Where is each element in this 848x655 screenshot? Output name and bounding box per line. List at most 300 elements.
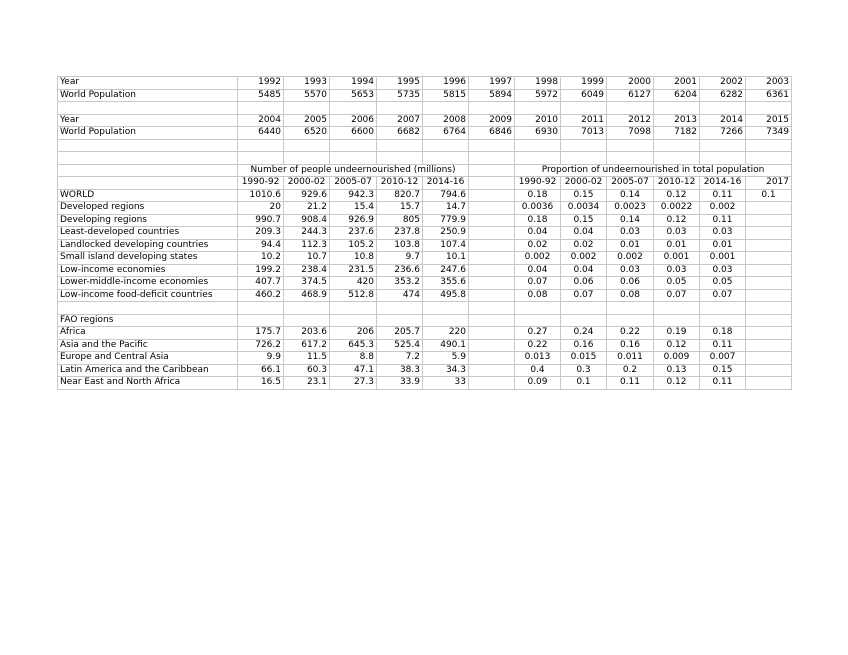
- region-label[interactable]: Low-income food-deficit countries: [58, 289, 238, 302]
- proportion-value-cell[interactable]: 0.009: [654, 352, 700, 365]
- empty-cell[interactable]: [700, 314, 746, 327]
- period-header[interactable]: 1990-92: [515, 177, 561, 190]
- empty-cell[interactable]: [469, 177, 515, 190]
- region-label[interactable]: Lower-middle-income economies: [58, 277, 238, 290]
- year-cell[interactable]: 2013: [654, 114, 700, 127]
- number-value-cell[interactable]: 175.7: [238, 327, 284, 340]
- proportion-value-cell[interactable]: 0.16: [561, 339, 607, 352]
- number-value-cell[interactable]: 16.5: [238, 377, 284, 390]
- number-value-cell[interactable]: 34.3: [423, 364, 469, 377]
- proportion-value-cell[interactable]: 0.07: [654, 289, 700, 302]
- proportion-value-cell[interactable]: 0.16: [607, 339, 654, 352]
- region-label[interactable]: Developed regions: [58, 202, 238, 215]
- proportion-value-cell[interactable]: 0.09: [515, 377, 561, 390]
- empty-cell[interactable]: [607, 152, 654, 165]
- year-cell[interactable]: 2015: [746, 114, 792, 127]
- number-value-cell[interactable]: 474: [377, 289, 423, 302]
- number-value-cell[interactable]: 107.4: [423, 239, 469, 252]
- year-cell[interactable]: 2002: [700, 77, 746, 90]
- empty-cell[interactable]: [284, 314, 330, 327]
- empty-cell[interactable]: [330, 102, 377, 115]
- empty-cell[interactable]: [746, 314, 792, 327]
- number-value-cell[interactable]: 206: [330, 327, 377, 340]
- empty-cell[interactable]: [469, 252, 515, 265]
- proportion-value-cell[interactable]: 0.14: [607, 189, 654, 202]
- proportion-value-cell[interactable]: 0.001: [700, 252, 746, 265]
- proportion-value-cell[interactable]: 0.04: [561, 227, 607, 240]
- proportion-value-cell[interactable]: 0.07: [700, 289, 746, 302]
- proportion-value-cell[interactable]: 0.03: [654, 264, 700, 277]
- period-header[interactable]: 2000-02: [561, 177, 607, 190]
- period-header[interactable]: 2005-07: [607, 177, 654, 190]
- proportion-value-cell[interactable]: [746, 252, 792, 265]
- year-cell[interactable]: 1997: [469, 77, 515, 90]
- year-cell[interactable]: 1999: [561, 77, 607, 90]
- number-value-cell[interactable]: 1010.6: [238, 189, 284, 202]
- population-cell[interactable]: 5735: [377, 89, 423, 102]
- period-header[interactable]: 2005-07: [330, 177, 377, 190]
- empty-cell[interactable]: [469, 339, 515, 352]
- empty-cell[interactable]: [377, 302, 423, 315]
- number-value-cell[interactable]: 66.1: [238, 364, 284, 377]
- proportion-value-cell[interactable]: 0.04: [561, 264, 607, 277]
- proportion-value-cell[interactable]: [746, 239, 792, 252]
- empty-cell[interactable]: [58, 152, 238, 165]
- proportion-value-cell[interactable]: 0.002: [700, 202, 746, 215]
- number-value-cell[interactable]: 247.6: [423, 264, 469, 277]
- empty-cell[interactable]: [330, 152, 377, 165]
- proportion-value-cell[interactable]: 0.15: [561, 214, 607, 227]
- proportion-value-cell[interactable]: 0.03: [654, 227, 700, 240]
- year-cell[interactable]: 1992: [238, 77, 284, 90]
- population-cell[interactable]: 5570: [284, 89, 330, 102]
- proportion-value-cell[interactable]: 0.12: [654, 339, 700, 352]
- number-value-cell[interactable]: 103.8: [377, 239, 423, 252]
- proportion-value-cell[interactable]: 0.0036: [515, 202, 561, 215]
- proportion-value-cell[interactable]: [746, 214, 792, 227]
- number-value-cell[interactable]: 237.8: [377, 227, 423, 240]
- proportion-value-cell[interactable]: [746, 264, 792, 277]
- empty-cell[interactable]: [561, 314, 607, 327]
- proportion-value-cell[interactable]: [746, 289, 792, 302]
- empty-cell[interactable]: [469, 377, 515, 390]
- empty-cell[interactable]: [700, 152, 746, 165]
- number-value-cell[interactable]: 617.2: [284, 339, 330, 352]
- number-value-cell[interactable]: 407.7: [238, 277, 284, 290]
- region-label[interactable]: Developing regions: [58, 214, 238, 227]
- empty-cell[interactable]: [58, 302, 238, 315]
- proportion-value-cell[interactable]: 0.02: [515, 239, 561, 252]
- empty-cell[interactable]: [58, 102, 238, 115]
- number-value-cell[interactable]: 726.2: [238, 339, 284, 352]
- empty-cell[interactable]: [469, 189, 515, 202]
- empty-cell[interactable]: [515, 314, 561, 327]
- empty-cell[interactable]: [607, 314, 654, 327]
- proportion-value-cell[interactable]: 0.24: [561, 327, 607, 340]
- empty-cell[interactable]: [238, 152, 284, 165]
- proportion-value-cell[interactable]: 0.14: [607, 214, 654, 227]
- empty-cell[interactable]: [284, 302, 330, 315]
- number-value-cell[interactable]: 10.1: [423, 252, 469, 265]
- number-value-cell[interactable]: 353.2: [377, 277, 423, 290]
- population-cell[interactable]: 7013: [561, 127, 607, 140]
- proportion-value-cell[interactable]: 0.01: [700, 239, 746, 252]
- empty-cell[interactable]: [238, 139, 284, 152]
- year-cell[interactable]: 2010: [515, 114, 561, 127]
- number-value-cell[interactable]: 10.8: [330, 252, 377, 265]
- empty-cell[interactable]: [700, 102, 746, 115]
- row-label-year[interactable]: Year: [58, 77, 238, 90]
- number-value-cell[interactable]: 990.7: [238, 214, 284, 227]
- year-cell[interactable]: 2008: [423, 114, 469, 127]
- year-cell[interactable]: 2014: [700, 114, 746, 127]
- empty-cell[interactable]: [58, 177, 238, 190]
- proportion-value-cell[interactable]: 0.0022: [654, 202, 700, 215]
- number-value-cell[interactable]: 236.6: [377, 264, 423, 277]
- number-value-cell[interactable]: 23.1: [284, 377, 330, 390]
- empty-cell[interactable]: [654, 152, 700, 165]
- number-value-cell[interactable]: 220: [423, 327, 469, 340]
- number-value-cell[interactable]: 8.8: [330, 352, 377, 365]
- population-cell[interactable]: 5815: [423, 89, 469, 102]
- year-cell[interactable]: 2011: [561, 114, 607, 127]
- proportion-value-cell[interactable]: 0.11: [700, 339, 746, 352]
- number-value-cell[interactable]: 512.8: [330, 289, 377, 302]
- proportion-value-cell[interactable]: 0.11: [607, 377, 654, 390]
- empty-cell[interactable]: [515, 139, 561, 152]
- empty-cell[interactable]: [654, 139, 700, 152]
- proportion-value-cell[interactable]: 0.1: [746, 189, 792, 202]
- empty-cell[interactable]: [515, 152, 561, 165]
- population-cell[interactable]: 6049: [561, 89, 607, 102]
- period-header[interactable]: 2014-16: [423, 177, 469, 190]
- empty-cell[interactable]: [746, 139, 792, 152]
- empty-cell[interactable]: [238, 314, 284, 327]
- proportion-value-cell[interactable]: 0.001: [654, 252, 700, 265]
- proportion-value-cell[interactable]: 0.07: [515, 277, 561, 290]
- number-value-cell[interactable]: 374.5: [284, 277, 330, 290]
- empty-cell[interactable]: [284, 152, 330, 165]
- proportion-value-cell[interactable]: 0.01: [607, 239, 654, 252]
- row-label-world-population[interactable]: World Population: [58, 89, 238, 102]
- empty-cell[interactable]: [469, 264, 515, 277]
- proportion-value-cell[interactable]: [746, 352, 792, 365]
- number-value-cell[interactable]: 105.2: [330, 239, 377, 252]
- proportion-value-cell[interactable]: [746, 227, 792, 240]
- population-cell[interactable]: 6440: [238, 127, 284, 140]
- proportion-value-cell[interactable]: 0.12: [654, 214, 700, 227]
- number-value-cell[interactable]: 420: [330, 277, 377, 290]
- number-header[interactable]: Number of people undeernourished (millions): [238, 164, 469, 177]
- population-cell[interactable]: 7182: [654, 127, 700, 140]
- region-label[interactable]: Low-income economies: [58, 264, 238, 277]
- period-header[interactable]: 2014-16: [700, 177, 746, 190]
- population-cell[interactable]: 6361: [746, 89, 792, 102]
- number-value-cell[interactable]: 355.6: [423, 277, 469, 290]
- empty-cell[interactable]: [469, 327, 515, 340]
- year-cell[interactable]: 2009: [469, 114, 515, 127]
- empty-cell[interactable]: [377, 314, 423, 327]
- proportion-value-cell[interactable]: 0.15: [700, 364, 746, 377]
- population-cell[interactable]: 7349: [746, 127, 792, 140]
- proportion-value-cell[interactable]: 0.03: [700, 227, 746, 240]
- proportion-value-cell[interactable]: 0.1: [561, 377, 607, 390]
- proportion-value-cell[interactable]: 0.19: [654, 327, 700, 340]
- number-value-cell[interactable]: 250.9: [423, 227, 469, 240]
- number-value-cell[interactable]: 10.2: [238, 252, 284, 265]
- proportion-value-cell[interactable]: 0.04: [515, 227, 561, 240]
- empty-cell[interactable]: [423, 302, 469, 315]
- proportion-value-cell[interactable]: 0.08: [515, 289, 561, 302]
- number-value-cell[interactable]: 21.2: [284, 202, 330, 215]
- number-value-cell[interactable]: 820.7: [377, 189, 423, 202]
- number-value-cell[interactable]: 231.5: [330, 264, 377, 277]
- proportion-value-cell[interactable]: 0.27: [515, 327, 561, 340]
- number-value-cell[interactable]: 203.6: [284, 327, 330, 340]
- empty-cell[interactable]: [469, 289, 515, 302]
- proportion-value-cell[interactable]: 0.15: [561, 189, 607, 202]
- proportion-value-cell[interactable]: 0.13: [654, 364, 700, 377]
- proportion-value-cell[interactable]: 0.05: [654, 277, 700, 290]
- number-value-cell[interactable]: 244.3: [284, 227, 330, 240]
- year-cell[interactable]: 1995: [377, 77, 423, 90]
- region-label[interactable]: Least-developed countries: [58, 227, 238, 240]
- empty-cell[interactable]: [330, 139, 377, 152]
- proportion-value-cell[interactable]: 0.18: [515, 189, 561, 202]
- empty-cell[interactable]: [607, 102, 654, 115]
- proportion-value-cell[interactable]: 0.18: [700, 327, 746, 340]
- empty-cell[interactable]: [469, 277, 515, 290]
- proportion-value-cell[interactable]: 0.01: [654, 239, 700, 252]
- region-label[interactable]: Africa: [58, 327, 238, 340]
- empty-cell[interactable]: [377, 102, 423, 115]
- region-label[interactable]: Europe and Central Asia: [58, 352, 238, 365]
- empty-cell[interactable]: [469, 214, 515, 227]
- number-value-cell[interactable]: 10.7: [284, 252, 330, 265]
- empty-cell[interactable]: [515, 302, 561, 315]
- number-value-cell[interactable]: 15.4: [330, 202, 377, 215]
- population-cell[interactable]: 6682: [377, 127, 423, 140]
- empty-cell[interactable]: [607, 302, 654, 315]
- proportion-value-cell[interactable]: 0.07: [561, 289, 607, 302]
- number-value-cell[interactable]: 929.6: [284, 189, 330, 202]
- number-value-cell[interactable]: 490.1: [423, 339, 469, 352]
- empty-cell[interactable]: [423, 102, 469, 115]
- empty-cell[interactable]: [746, 152, 792, 165]
- empty-cell[interactable]: [330, 314, 377, 327]
- year-cell[interactable]: 1994: [330, 77, 377, 90]
- population-cell[interactable]: 6600: [330, 127, 377, 140]
- year-cell[interactable]: 2012: [607, 114, 654, 127]
- proportion-value-cell[interactable]: 0.11: [700, 189, 746, 202]
- population-cell[interactable]: 6520: [284, 127, 330, 140]
- empty-cell[interactable]: [561, 302, 607, 315]
- number-value-cell[interactable]: 20: [238, 202, 284, 215]
- empty-cell[interactable]: [377, 152, 423, 165]
- number-value-cell[interactable]: 199.2: [238, 264, 284, 277]
- proportion-value-cell[interactable]: 0.22: [515, 339, 561, 352]
- number-value-cell[interactable]: 495.8: [423, 289, 469, 302]
- empty-cell[interactable]: [469, 102, 515, 115]
- proportion-value-cell[interactable]: 0.002: [561, 252, 607, 265]
- number-value-cell[interactable]: 7.2: [377, 352, 423, 365]
- empty-cell[interactable]: [423, 139, 469, 152]
- row-label-world-population[interactable]: World Population: [58, 127, 238, 140]
- empty-cell[interactable]: [284, 102, 330, 115]
- period-header[interactable]: 2010-12: [377, 177, 423, 190]
- year-cell[interactable]: 2006: [330, 114, 377, 127]
- empty-cell[interactable]: [469, 202, 515, 215]
- proportion-value-cell[interactable]: 0.02: [561, 239, 607, 252]
- proportion-value-cell[interactable]: 0.03: [607, 227, 654, 240]
- empty-cell[interactable]: [654, 314, 700, 327]
- empty-cell[interactable]: [746, 302, 792, 315]
- proportion-value-cell[interactable]: 0.3: [561, 364, 607, 377]
- region-label[interactable]: Small island developing states: [58, 252, 238, 265]
- proportion-value-cell[interactable]: 0.11: [700, 377, 746, 390]
- year-cell[interactable]: 1998: [515, 77, 561, 90]
- number-value-cell[interactable]: 15.7: [377, 202, 423, 215]
- proportion-value-cell[interactable]: 0.12: [654, 189, 700, 202]
- proportion-value-cell[interactable]: 0.06: [561, 277, 607, 290]
- empty-cell[interactable]: [469, 364, 515, 377]
- number-value-cell[interactable]: 209.3: [238, 227, 284, 240]
- fao-regions-label[interactable]: FAO regions: [58, 314, 238, 327]
- empty-cell[interactable]: [515, 102, 561, 115]
- empty-cell[interactable]: [469, 314, 515, 327]
- period-header[interactable]: 2017: [746, 177, 792, 190]
- region-label[interactable]: Landlocked developing countries: [58, 239, 238, 252]
- period-header[interactable]: 1990-92: [238, 177, 284, 190]
- number-value-cell[interactable]: 805: [377, 214, 423, 227]
- population-cell[interactable]: 5972: [515, 89, 561, 102]
- population-cell[interactable]: 6282: [700, 89, 746, 102]
- proportion-value-cell[interactable]: 0.007: [700, 352, 746, 365]
- empty-cell[interactable]: [284, 139, 330, 152]
- proportion-value-cell[interactable]: [746, 377, 792, 390]
- empty-cell[interactable]: [238, 302, 284, 315]
- number-value-cell[interactable]: 112.3: [284, 239, 330, 252]
- number-value-cell[interactable]: 238.4: [284, 264, 330, 277]
- proportion-value-cell[interactable]: [746, 339, 792, 352]
- year-cell[interactable]: 2007: [377, 114, 423, 127]
- empty-cell[interactable]: [561, 102, 607, 115]
- region-label[interactable]: WORLD: [58, 189, 238, 202]
- number-value-cell[interactable]: 33: [423, 377, 469, 390]
- year-cell[interactable]: 1993: [284, 77, 330, 90]
- proportion-value-cell[interactable]: 0.0034: [561, 202, 607, 215]
- population-cell[interactable]: 6846: [469, 127, 515, 140]
- period-header[interactable]: 2000-02: [284, 177, 330, 190]
- empty-cell[interactable]: [561, 152, 607, 165]
- number-value-cell[interactable]: 14.7: [423, 202, 469, 215]
- empty-cell[interactable]: [746, 102, 792, 115]
- number-value-cell[interactable]: 5.9: [423, 352, 469, 365]
- proportion-value-cell[interactable]: 0.4: [515, 364, 561, 377]
- empty-cell[interactable]: [330, 302, 377, 315]
- proportion-header[interactable]: Proportion of undeernourished in total population: [515, 164, 792, 177]
- number-value-cell[interactable]: 908.4: [284, 214, 330, 227]
- proportion-value-cell[interactable]: 0.18: [515, 214, 561, 227]
- empty-cell[interactable]: [469, 352, 515, 365]
- number-value-cell[interactable]: 60.3: [284, 364, 330, 377]
- empty-cell[interactable]: [700, 139, 746, 152]
- proportion-value-cell[interactable]: [746, 202, 792, 215]
- proportion-value-cell[interactable]: 0.06: [607, 277, 654, 290]
- population-cell[interactable]: 5894: [469, 89, 515, 102]
- empty-cell[interactable]: [469, 164, 515, 177]
- year-cell[interactable]: 2004: [238, 114, 284, 127]
- proportion-value-cell[interactable]: 0.05: [700, 277, 746, 290]
- proportion-value-cell[interactable]: [746, 277, 792, 290]
- region-label[interactable]: Near East and North Africa: [58, 377, 238, 390]
- proportion-value-cell[interactable]: 0.013: [515, 352, 561, 365]
- proportion-value-cell[interactable]: 0.2: [607, 364, 654, 377]
- number-value-cell[interactable]: 47.1: [330, 364, 377, 377]
- year-cell[interactable]: 2005: [284, 114, 330, 127]
- region-label[interactable]: Asia and the Pacific: [58, 339, 238, 352]
- empty-cell[interactable]: [423, 314, 469, 327]
- empty-cell[interactable]: [607, 139, 654, 152]
- year-cell[interactable]: 2000: [607, 77, 654, 90]
- number-value-cell[interactable]: 94.4: [238, 239, 284, 252]
- population-cell[interactable]: 6127: [607, 89, 654, 102]
- empty-cell[interactable]: [469, 152, 515, 165]
- number-value-cell[interactable]: 645.3: [330, 339, 377, 352]
- proportion-value-cell[interactable]: 0.011: [607, 352, 654, 365]
- proportion-value-cell[interactable]: 0.11: [700, 214, 746, 227]
- proportion-value-cell[interactable]: 0.015: [561, 352, 607, 365]
- empty-cell[interactable]: [561, 139, 607, 152]
- number-value-cell[interactable]: 9.9: [238, 352, 284, 365]
- empty-cell[interactable]: [654, 102, 700, 115]
- proportion-value-cell[interactable]: 0.08: [607, 289, 654, 302]
- number-value-cell[interactable]: 525.4: [377, 339, 423, 352]
- year-cell[interactable]: 1996: [423, 77, 469, 90]
- empty-cell[interactable]: [238, 102, 284, 115]
- empty-cell[interactable]: [469, 139, 515, 152]
- empty-cell[interactable]: [700, 302, 746, 315]
- empty-cell[interactable]: [654, 302, 700, 315]
- number-value-cell[interactable]: 468.9: [284, 289, 330, 302]
- population-cell[interactable]: 6204: [654, 89, 700, 102]
- empty-cell[interactable]: [377, 139, 423, 152]
- year-cell[interactable]: 2001: [654, 77, 700, 90]
- number-value-cell[interactable]: 794.6: [423, 189, 469, 202]
- number-value-cell[interactable]: 460.2: [238, 289, 284, 302]
- number-value-cell[interactable]: 38.3: [377, 364, 423, 377]
- proportion-value-cell[interactable]: 0.03: [607, 264, 654, 277]
- number-value-cell[interactable]: 926.9: [330, 214, 377, 227]
- empty-cell[interactable]: [469, 302, 515, 315]
- row-label-year[interactable]: Year: [58, 114, 238, 127]
- proportion-value-cell[interactable]: 0.22: [607, 327, 654, 340]
- proportion-value-cell[interactable]: [746, 364, 792, 377]
- number-value-cell[interactable]: 27.3: [330, 377, 377, 390]
- number-value-cell[interactable]: 205.7: [377, 327, 423, 340]
- population-cell[interactable]: 5485: [238, 89, 284, 102]
- proportion-value-cell[interactable]: 0.03: [700, 264, 746, 277]
- proportion-value-cell[interactable]: 0.0023: [607, 202, 654, 215]
- empty-cell[interactable]: [58, 164, 238, 177]
- proportion-value-cell[interactable]: 0.12: [654, 377, 700, 390]
- number-value-cell[interactable]: 237.6: [330, 227, 377, 240]
- period-header[interactable]: 2010-12: [654, 177, 700, 190]
- number-value-cell[interactable]: 779.9: [423, 214, 469, 227]
- proportion-value-cell[interactable]: 0.002: [515, 252, 561, 265]
- empty-cell[interactable]: [423, 152, 469, 165]
- number-value-cell[interactable]: 33.9: [377, 377, 423, 390]
